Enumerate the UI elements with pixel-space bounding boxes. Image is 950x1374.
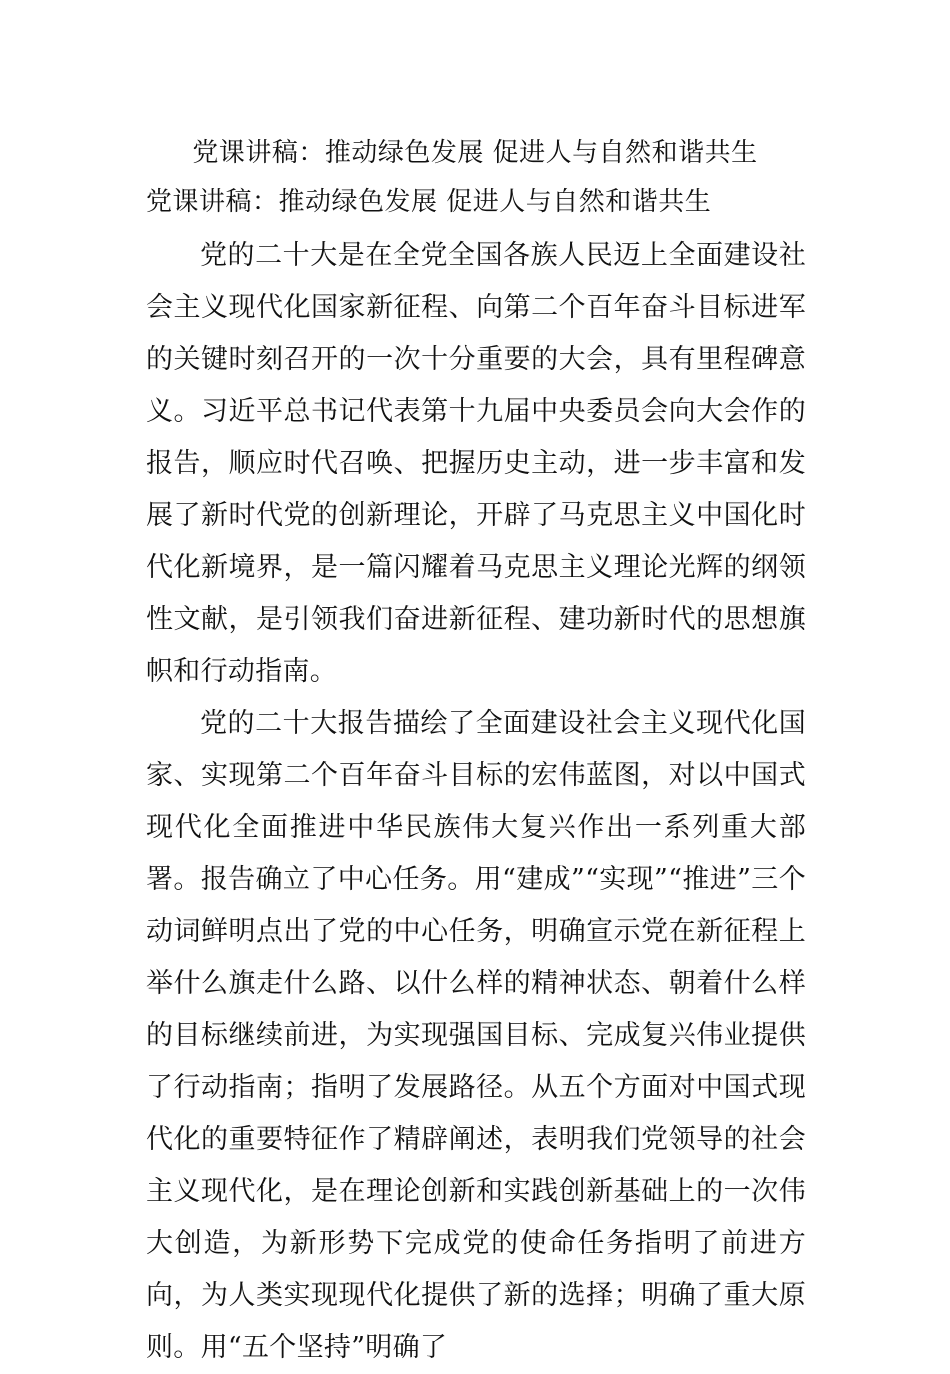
paragraph-2: 党的二十大报告描绘了全面建设社会主义现代化国家、实现第二个百年奋斗目标的宏伟蓝图，对以中国式现代化全面推进中华民族伟大复兴作出一系列重大部署。报告确立了中心任务。用“建成”“实现”“推进”三个动词鲜明点出了党的中心任务，明确宣示党在新征程上举什么旗走什么路、以什么样的精神状态、朝着什么样的目标继续前进，为实现强国目标、完成复兴伟业提供了行动指南；指明了发展路径。从五个方面对中国式现代化的重要特征作了精辟阐述，表明我们党领导的社会主义现代化，是在理论创新和实践创新基础上的一次伟大创造，为新形势下完成党的使命任务指明了前进方向，为人类实现现代化提供了新的选择；明确了重大原则。用“五个坚持”明确了 [146,708,806,1363]
document-body [146,230,806,1374]
paragraph-1: 党的二十大是在全党全国各族人民迈上全面建设社会主义现代化国家新征程、向第二个百年奋斗目标进军的关键时刻召开的一次十分重要的大会，具有里程碑意义。习近平总书记代表第十九届中央委员会向大会作的报告，顺应时代召唤、把握历史主动，进一步丰富和发展了新时代党的创新理论，开辟了马克思主义中国化时代化新境界，是一篇闪耀着马克思主义理论光辉的纲领性文献，是引领我们奋进新征程、建功新时代的思想旗帜和行动指南。 [146,240,806,687]
document-title: 党课讲稿：推动绿色发展 促进人与自然和谐共生 [192,138,758,168]
document-subtitle: 党课讲稿：推动绿色发展 促进人与自然和谐共生 [146,187,712,217]
